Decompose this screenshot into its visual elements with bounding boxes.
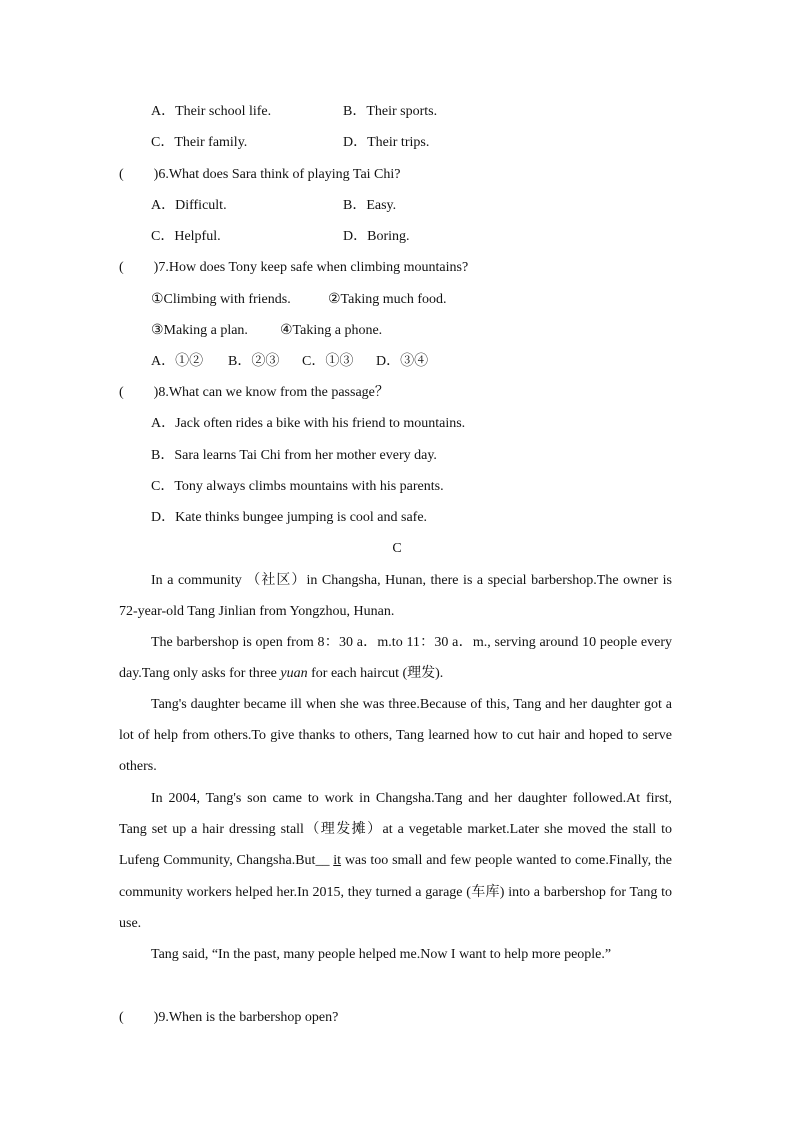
paragraph-5-text: Tang said, “In the past, many people helped me.Now I want to help more people.” [151,947,612,962]
paragraph-4-text-start: In 2004, Tang's son came to work in Changsha.Tang and her daughter followed.At first, Tang set up a hair dressing stall（理发摊）at a vegetable market.Later she moved the stall to Lufeng Community, Changsha.But [119,791,672,869]
q8-option-d: D．Kate thinks bungee jumping is cool and safe. [151,510,428,525]
answer-paren-open: ( [119,260,124,275]
answer-paren-close: ) [153,167,159,182]
q6-option-b: B．Easy. [343,198,397,213]
q7-item-4: ④Taking a phone. [280,323,383,338]
q7-option-c: C．①③ [302,354,354,369]
q8-option-c: C．Tony always climbs mountains with his parents. [151,479,444,494]
q5-option-b: B．Their sports. [343,104,438,119]
q6-option-d: D．Boring. [343,229,410,244]
q5-option-c: C．Their family. [151,135,248,150]
q8-option-a: A．Jack often rides a bike with his friend to mountains. [151,416,466,431]
question-8-text: 8.What can we know from the passage？ [158,385,389,400]
question-7 [119,259,468,277]
q8-option-b: B．Sara learns Tai Chi from her mother every day. [151,448,437,463]
q7-item-3: ③Making a plan. [151,323,248,338]
q7-item-2: ②Taking much food. [328,292,447,307]
passage-paragraph-2 [119,627,672,689]
paragraph-1-text: In a community （社区）in Changsha, Hunan, there is a special barbershop.The owner is 72-year-old Tang Jinlian from Yongzhou, Hunan. [119,573,672,620]
question-8 [119,384,389,402]
answer-paren-close: ) [153,385,159,400]
question-9 [119,1009,338,1027]
question-9-text: 9.When is the barbershop open? [158,1010,339,1025]
paragraph-4-underlined-word: it [333,853,342,869]
q7-option-d: D．③④ [376,354,429,369]
paragraph-4-text-end: was too small and few people wanted to come.Finally, the community workers helped her.In 2015, they turned a garage (车库) into a barbershop for Tang to use. [119,853,672,931]
passage-paragraph-5 [119,939,672,970]
paragraph-4-blank: __ [315,853,330,869]
answer-paren-close: ) [153,1010,159,1025]
answer-paren-open: ( [119,1010,124,1025]
question-6 [119,166,401,184]
paragraph-2-text-end: for each haircut (理发). [307,666,444,682]
paragraph-2-text-start: The barbershop is open from 8：30 a．m.to 11：30 a．m., serving around 10 people every day.Tang only asks for three [119,635,672,682]
answer-paren-open: ( [119,385,124,400]
section-heading: C [392,541,402,556]
q6-option-a: A．Difficult. [151,198,227,213]
answer-paren-close: ) [153,260,159,275]
q6-option-c: C．Helpful. [151,229,221,244]
paragraph-3-text: Tang's daughter became ill when she was three.Because of this, Tang and her daughter got a lot of help from others.To give thanks to others, Tang learned how to cut hair and hoped to serve others. [119,697,672,775]
answer-paren-open: ( [119,167,124,182]
q5-option-a: A．Their school life. [151,104,272,119]
question-6-text: 6.What does Sara think of playing Tai Chi? [158,167,401,182]
passage-paragraph-1 [119,565,672,627]
question-7-text: 7.How does Tony keep safe when climbing mountains? [158,260,469,275]
q7-option-b: B．②③ [228,354,280,369]
q5-option-d: D．Their trips. [343,135,430,150]
q7-option-a: A．①② [151,354,204,369]
passage-paragraph-3 [119,689,672,783]
passage-paragraph-4 [119,783,672,939]
paragraph-2-italic: yuan [280,666,308,682]
q7-item-1: ①Climbing with friends. [151,292,291,307]
